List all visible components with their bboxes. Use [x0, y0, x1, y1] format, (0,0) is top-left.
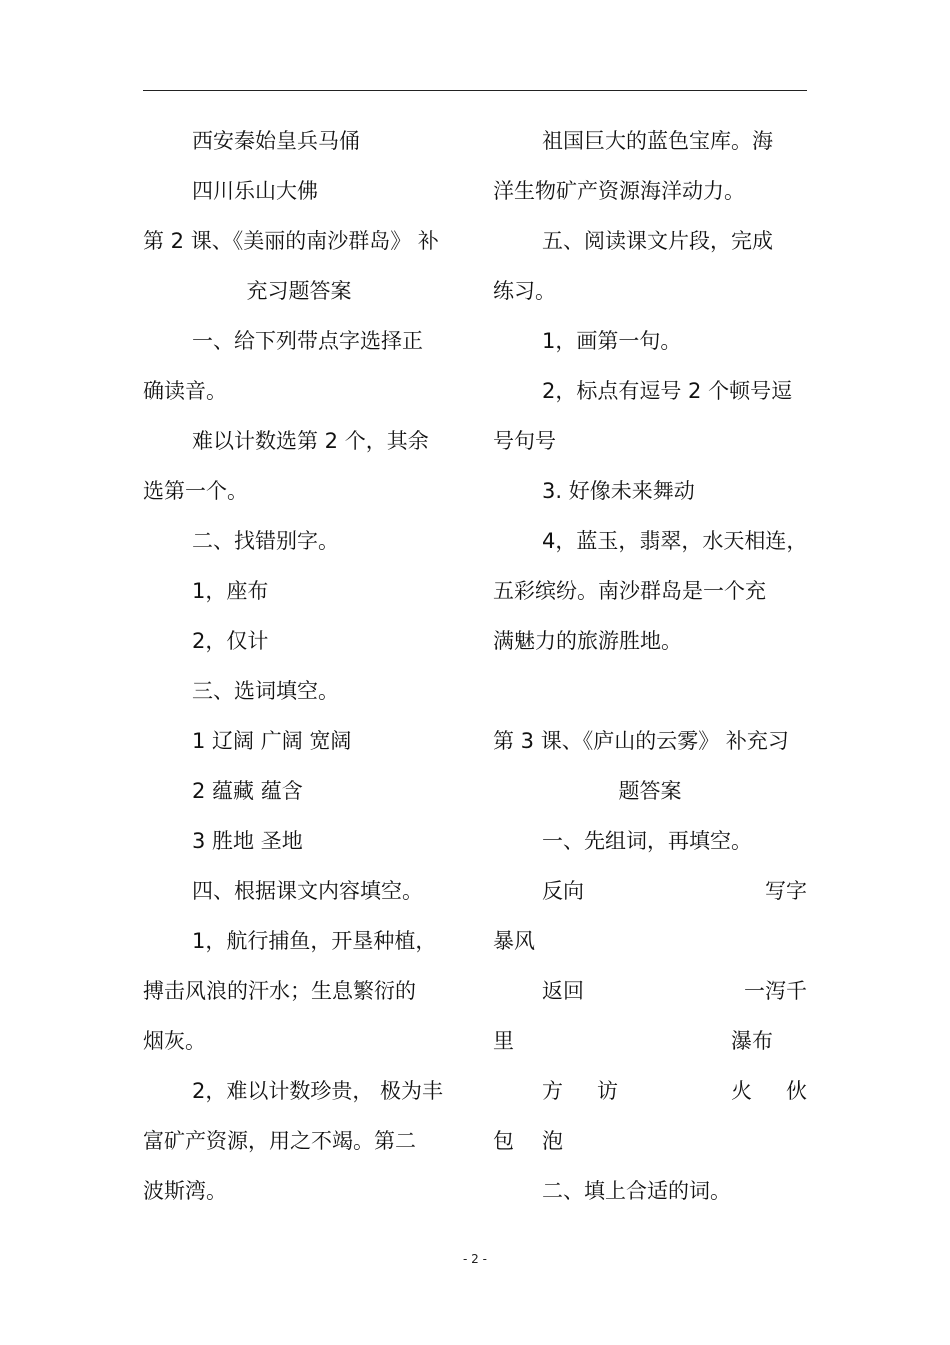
text-line	[493, 966, 807, 1016]
text-line: 1，航行捕鱼，开垦种植，	[192, 929, 437, 953]
header-rule	[143, 90, 807, 91]
word-part: 方	[542, 1079, 563, 1103]
text-line: 题答案	[618, 779, 682, 803]
text-line: 四、根据课文内容填空。	[192, 879, 423, 903]
text-line	[493, 866, 807, 916]
word-part: 瀑布	[731, 1029, 773, 1053]
left-column	[143, 116, 455, 1216]
text-line	[493, 1016, 807, 1066]
text-line: 第 3 课、《庐山的云雾》 补充习	[493, 729, 789, 753]
text-line: 祖国巨大的蓝色宝库。海	[542, 129, 773, 153]
text-line: 4，蓝玉，翡翠，水天相连，	[542, 529, 808, 553]
text-line: 一、给下列带点字选择正	[192, 329, 423, 353]
text-line: 充习题答案	[246, 279, 352, 303]
word-part: 泡	[542, 1129, 563, 1153]
word-part: 里	[493, 1029, 514, 1053]
text-line: 确读音。	[143, 379, 227, 403]
right-column	[493, 116, 807, 1216]
text-line: 练习。	[493, 279, 556, 303]
text-line: 难以计数选第 2 个，其余	[192, 429, 429, 453]
text-line: 1，座布	[192, 579, 269, 603]
text-line: 西安秦始皇兵马俑	[192, 129, 360, 153]
word-part: 包	[493, 1129, 514, 1153]
text-line: 烟灰。	[143, 1029, 206, 1053]
text-line	[493, 1116, 807, 1166]
text-line: 四川乐山大佛	[192, 179, 318, 203]
word-part: 一泻千	[744, 979, 807, 1003]
text-line: 第 2 课、《美丽的南沙群岛》 补	[143, 229, 439, 253]
text-line: 三、选词填空。	[192, 679, 339, 703]
text-line: 选第一个。	[143, 479, 248, 503]
text-line: 2，仅计	[192, 629, 269, 653]
text-line: 洋生物矿产资源海洋动力。	[493, 179, 745, 203]
text-line	[493, 1066, 807, 1116]
text-line: 搏击风浪的汗水；生息繁衍的	[143, 979, 416, 1003]
text-line	[493, 666, 807, 716]
text-line: 满魅力的旅游胜地。	[493, 629, 682, 653]
text-line: 1，画第一句。	[542, 329, 682, 353]
word-part: 反向	[542, 879, 584, 903]
word-part: 返回	[542, 979, 584, 1003]
text-line: 暴风	[493, 929, 535, 953]
text-line: 号句号	[493, 429, 556, 453]
text-line: 3. 好像未来舞动	[542, 479, 695, 503]
text-line: 五、阅读课文片段，完成	[542, 229, 773, 253]
text-line: 2，标点有逗号 2 个顿号逗	[542, 379, 793, 403]
text-line: 二、找错别字。	[192, 529, 339, 553]
text-line: 波斯湾。	[143, 1179, 227, 1203]
text-line: 2 蕴藏 蕴含	[192, 779, 303, 803]
text-line: 3 胜地 圣地	[192, 829, 303, 853]
word-part: 火	[731, 1079, 752, 1103]
page-number: - 2 -	[463, 1252, 487, 1266]
text-line: 1 辽阔 广阔 宽阔	[192, 729, 352, 753]
word-part: 访	[597, 1079, 618, 1103]
text-line: 富矿产资源，用之不竭。第二	[143, 1129, 416, 1153]
word-part: 写字	[765, 879, 807, 903]
text-line: 2，难以计数珍贵， 极为丰	[192, 1079, 444, 1103]
text-line: 五彩缤纷。南沙群岛是一个充	[493, 579, 766, 603]
text-line: 一、先组词，再填空。	[542, 829, 752, 853]
text-line: 二、填上合适的词。	[542, 1179, 731, 1203]
word-part: 伙	[786, 1079, 807, 1103]
